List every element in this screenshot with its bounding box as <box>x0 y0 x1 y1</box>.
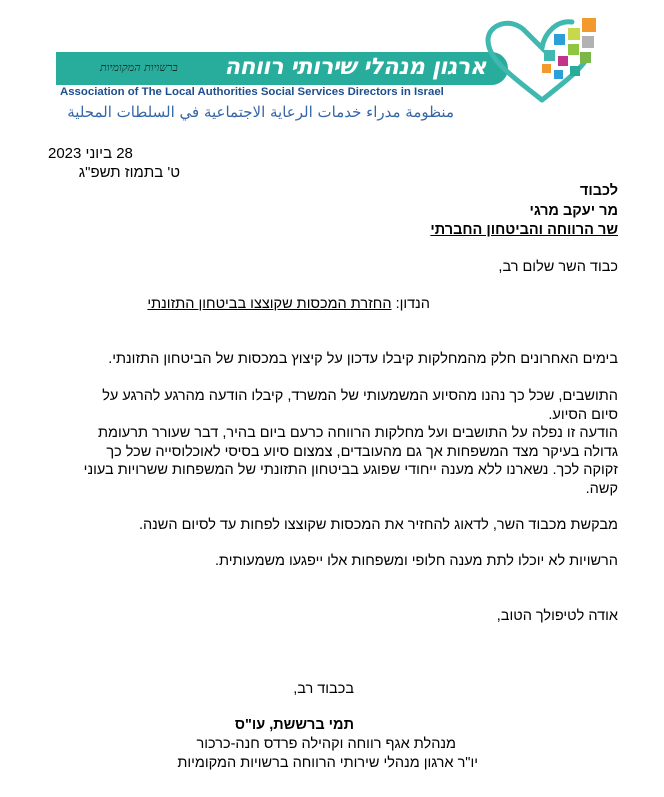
signer-role-chair: יו"ר ארגון מנהלי שירותי הרווחה ברשויות המקומיות <box>177 755 478 771</box>
org-name-english: Association of The Local Authorities Social Services Directors in Israel <box>60 86 444 98</box>
heart-mosaic-icon <box>482 14 612 106</box>
addressee-name: מר יעקב מרגי <box>529 203 618 219</box>
mosaic-tile <box>554 34 565 45</box>
addressee-title: שר הרווחה והביטחון החברתי <box>430 222 618 238</box>
mosaic-tile <box>542 64 551 73</box>
date-gregorian: 28 ביוני 2023 <box>48 145 133 162</box>
org-name-arabic: منظومة مدراء خدمات الرعاية الاجتماعية في السلطات المحلية <box>67 103 454 121</box>
body-paragraph-4: הרשויות לא יוכלו לתת מענה חלופי ומשפחות אלו ייפגעו משמעותית. <box>214 553 618 569</box>
signer-name: תמי ברששת, עו"ס <box>234 717 354 733</box>
subject-text: החזרת המכסות שקוצצו בביטחון התזונתי <box>147 296 392 312</box>
letterhead-banner <box>56 52 508 85</box>
date-hebrew: ט' בתמוז תשפ"ג <box>78 164 180 181</box>
mosaic-tile <box>568 28 580 40</box>
body-paragraph-1: בימים האחרונים חלק מהמחלקות קיבלו עדכון על קיצוץ במכסות של הביטחון התזונתי. <box>108 351 618 367</box>
body-line: סיום הסיוע. <box>548 406 618 423</box>
body-paragraph-2 <box>38 387 618 498</box>
mosaic-tile <box>544 50 555 61</box>
body-paragraph-3: מבקשת מכבוד השר, לדאוג להחזיר את המכסות שקוצצו לפחות עד לסיום השנה. <box>138 517 618 533</box>
mosaic-tile <box>554 70 563 79</box>
closing-regards: בכבוד רב, <box>293 681 354 697</box>
org-tagline-hebrew: ברשויות המקומיות <box>100 61 178 74</box>
thanks-line: אודה לטיפולך הטוב, <box>496 608 618 624</box>
body-line: גדולה בעיקר מצד המשפחות אך גם מהעובדים, צמצום סיוע בסיסי לאוכלוסייה שכל כך <box>106 443 618 460</box>
body-line: הודעה זו נפלה על התושבים ועל מחלקות הרווחה כרעם ביום בהיר, דבר שעורר תרעומת <box>98 425 618 441</box>
org-name-hebrew: ארגון מנהלי שירותי רווחה <box>224 54 486 80</box>
salutation: לכבוד <box>579 183 618 199</box>
body-line: התושבים, שכל כך נהנו מהסיוע המשמעותי של המשרד, קיבלו הודעה מהרגע להרגע על <box>102 388 618 404</box>
signer-role: מנהלת אגף רווחה וקהילה פרדס חנה-כרכור <box>196 736 456 752</box>
mosaic-tile <box>582 36 594 48</box>
body-line: זקוקה לכך. נשארנו ללא מענה ייחודי שפוגע בביטחון התזונתי של המשפחות ששרויות בעוני <box>83 462 618 478</box>
subject-prefix: הנדון: <box>395 296 430 312</box>
subject-line <box>147 296 430 312</box>
greeting: כבוד השר שלום רב, <box>498 259 618 275</box>
mosaic-tile <box>580 52 591 63</box>
mosaic-tile <box>582 18 596 32</box>
mosaic-tile <box>558 56 568 66</box>
body-line: קשה. <box>585 480 618 497</box>
mosaic-tile <box>570 66 580 76</box>
mosaic-tile <box>568 44 579 55</box>
